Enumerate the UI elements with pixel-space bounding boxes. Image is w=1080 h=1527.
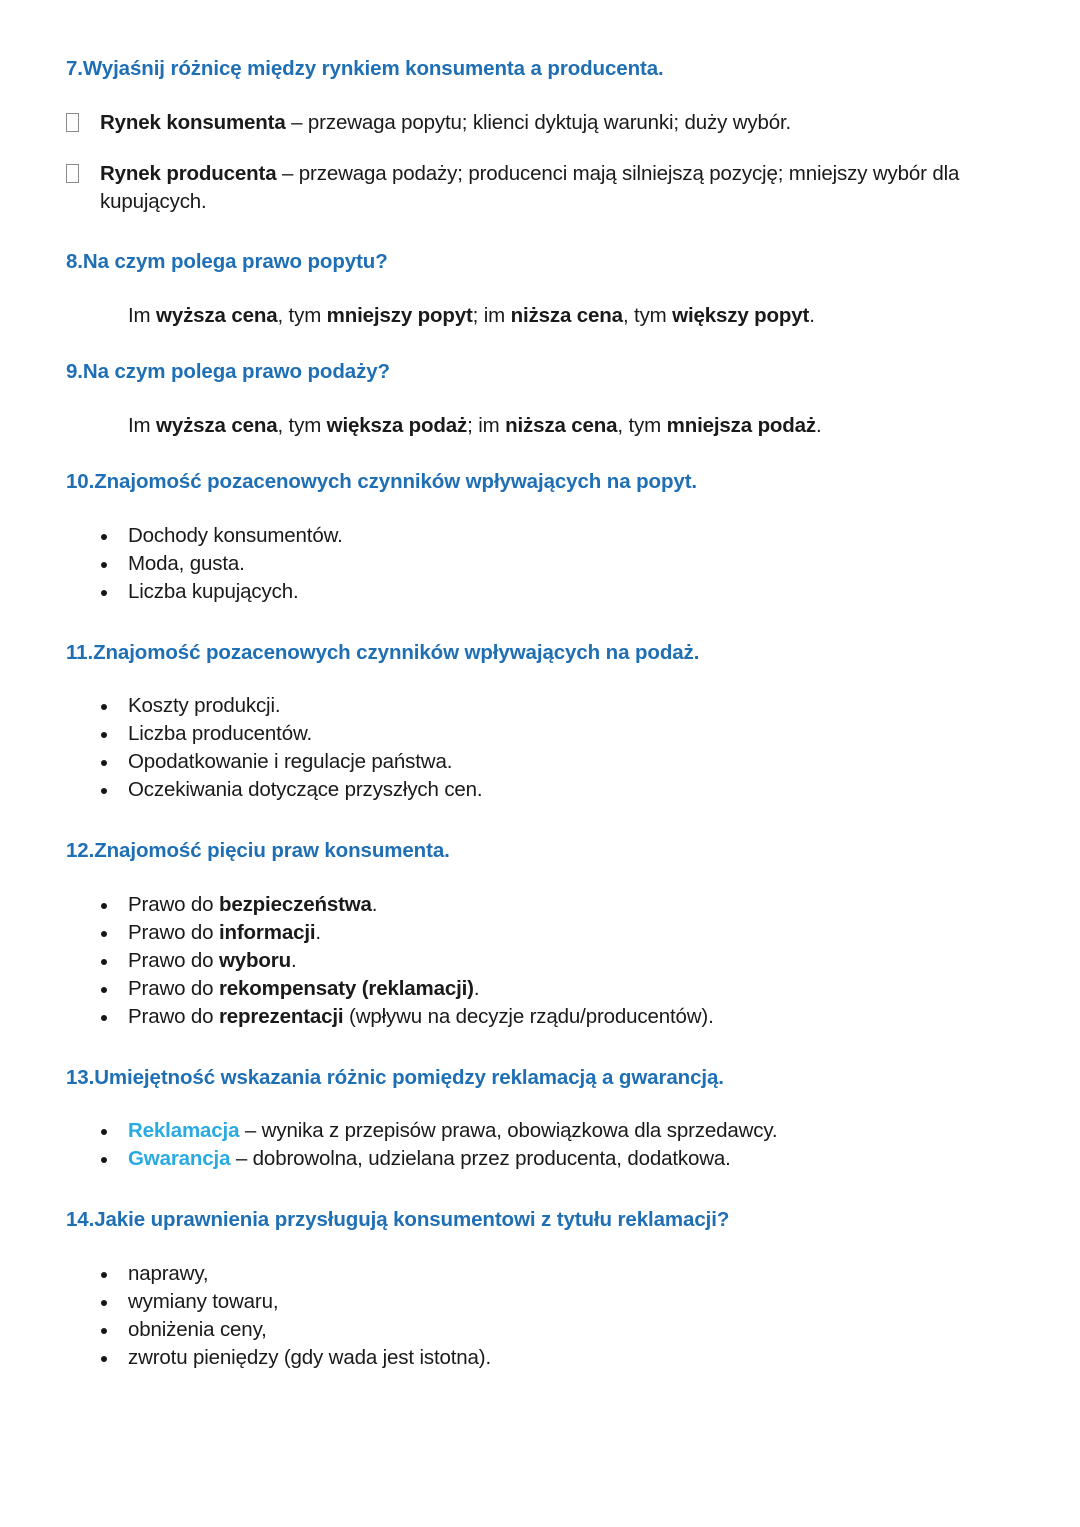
section-q13 <box>66 1065 1010 1174</box>
item-text: – przewaga podaży; producenci mają silniejszą pozycję; mniejszy wybór dla kupujących. <box>100 162 960 213</box>
tofu-box-bullet-icon <box>66 164 79 183</box>
list-item <box>66 891 1010 919</box>
item-suffix: . <box>290 948 297 972</box>
item-text: – przewaga popytu; klienci dyktują warunki; duży wybór. <box>285 110 792 134</box>
list-item <box>66 1117 1010 1145</box>
list-item <box>66 160 1010 215</box>
document-body <box>66 56 1010 1372</box>
definition-term: Gwarancja <box>128 1147 231 1171</box>
right-term: informacji <box>218 920 316 944</box>
answer-emphasis: większa podaż <box>326 413 468 437</box>
section-q11 <box>66 640 1010 805</box>
answer-emphasis: niższa cena <box>505 413 618 437</box>
list-item: Liczba kupujących. <box>66 578 1010 606</box>
heading-q12: 12.Znajomość pięciu praw konsumenta. <box>66 839 450 863</box>
answer-emphasis: niższa cena <box>510 303 623 327</box>
heading-q7: 7.Wyjaśnij różnicę między rynkiem konsumenta a producenta. <box>66 57 664 80</box>
section-q7 <box>66 56 1010 215</box>
definitions-list-q13 <box>66 1117 1010 1173</box>
bullet-list-q11 <box>66 692 1010 804</box>
list-item: naprawy, <box>66 1260 1010 1288</box>
list-item <box>66 1003 1010 1031</box>
heading-q13: 13.Umiejętność wskazania różnic pomiędzy reklamacją a gwarancją. <box>66 1065 724 1089</box>
tofu-box-bullet-icon <box>66 113 79 132</box>
answer-emphasis: mniejsza podaż <box>666 413 817 437</box>
term-label: Rynek producenta <box>100 162 277 186</box>
answer-part: . <box>816 413 822 437</box>
list-item: Moda, gusta. <box>66 550 1010 578</box>
list-item: obniżenia ceny, <box>66 1316 1010 1344</box>
heading-q8: 8.Na czym polega prawo popytu? <box>66 250 388 274</box>
item-prefix: Prawo do <box>128 892 219 916</box>
answer-emphasis: wyższa cena <box>156 413 278 437</box>
definition-text: – dobrowolna, udzielana przez producenta, dodatkowa. <box>230 1147 731 1171</box>
bullet-list-q10 <box>66 522 1010 606</box>
heading-q14: 14.Jakie uprawnienia przysługują konsumentowi z tytułu reklamacji? <box>66 1208 730 1232</box>
section-q12 <box>66 838 1010 1030</box>
list-item: Dochody konsumentów. <box>66 522 1010 550</box>
answer-part: , tym <box>277 303 327 327</box>
answer-emphasis: większy popyt <box>672 303 810 327</box>
section-q8 <box>66 249 1010 329</box>
list-item <box>66 975 1010 1003</box>
item-prefix: Prawo do <box>128 948 219 972</box>
bullet-list-q14 <box>66 1260 1010 1372</box>
answer-part: . <box>809 303 815 327</box>
answer-part: ; im <box>472 303 511 327</box>
answer-emphasis: mniejszy popyt <box>326 303 473 327</box>
section-q10 <box>66 469 1010 606</box>
answer-part: ; im <box>467 413 506 437</box>
right-term: bezpieczeństwa <box>218 892 372 916</box>
rights-list-q12 <box>66 891 1010 1031</box>
item-prefix: Prawo do <box>128 976 219 1000</box>
item-prefix: Prawo do <box>128 920 219 944</box>
list-item: Koszty produkcji. <box>66 692 1010 720</box>
list-item <box>66 947 1010 975</box>
item-suffix: . <box>315 920 321 944</box>
answer-text <box>66 412 1010 439</box>
list-item: Oczekiwania dotyczące przyszłych cen. <box>66 776 1010 804</box>
list-item: Liczba producentów. <box>66 720 1010 748</box>
item-prefix: Prawo do <box>128 1004 219 1028</box>
term-label: Rynek konsumenta <box>100 110 286 134</box>
answer-emphasis: wyższa cena <box>156 303 278 327</box>
heading-q9: 9.Na czym polega prawo podaży? <box>66 360 390 384</box>
list-item: wymiany towaru, <box>66 1288 1010 1316</box>
right-term: reprezentacji <box>218 1004 344 1028</box>
answer-text <box>66 302 1010 329</box>
answer-part: , tym <box>622 303 673 327</box>
item-suffix: (wpływu na decyzje rządu/producentów). <box>343 1004 714 1028</box>
list-item: Opodatkowanie i regulacje państwa. <box>66 748 1010 776</box>
heading-q10: 10.Znajomość pozacenowych czynników wpływających na popyt. <box>66 470 698 494</box>
list-item <box>66 1145 1010 1173</box>
list-item: zwrotu pieniędzy (gdy wada jest istotna). <box>66 1344 1010 1372</box>
answer-part: , tym <box>617 413 667 437</box>
right-term: rekompensaty (reklamacji) <box>218 976 474 1000</box>
definition-term: Reklamacja <box>128 1119 240 1143</box>
heading-q11: 11.Znajomość pozacenowych czynników wpływających na podaż. <box>66 640 700 664</box>
list-item <box>66 109 1010 136</box>
item-suffix: . <box>473 976 480 1000</box>
list-item <box>66 919 1010 947</box>
section-q14 <box>66 1207 1010 1372</box>
answer-part: Im <box>128 303 157 327</box>
answer-part: , tym <box>277 413 327 437</box>
answer-part: Im <box>128 413 157 437</box>
right-term: wyboru <box>218 948 291 972</box>
item-suffix: . <box>371 892 378 916</box>
section-q9 <box>66 359 1010 439</box>
definition-text: – wynika z przepisów prawa, obowiązkowa dla sprzedawcy. <box>239 1119 778 1143</box>
